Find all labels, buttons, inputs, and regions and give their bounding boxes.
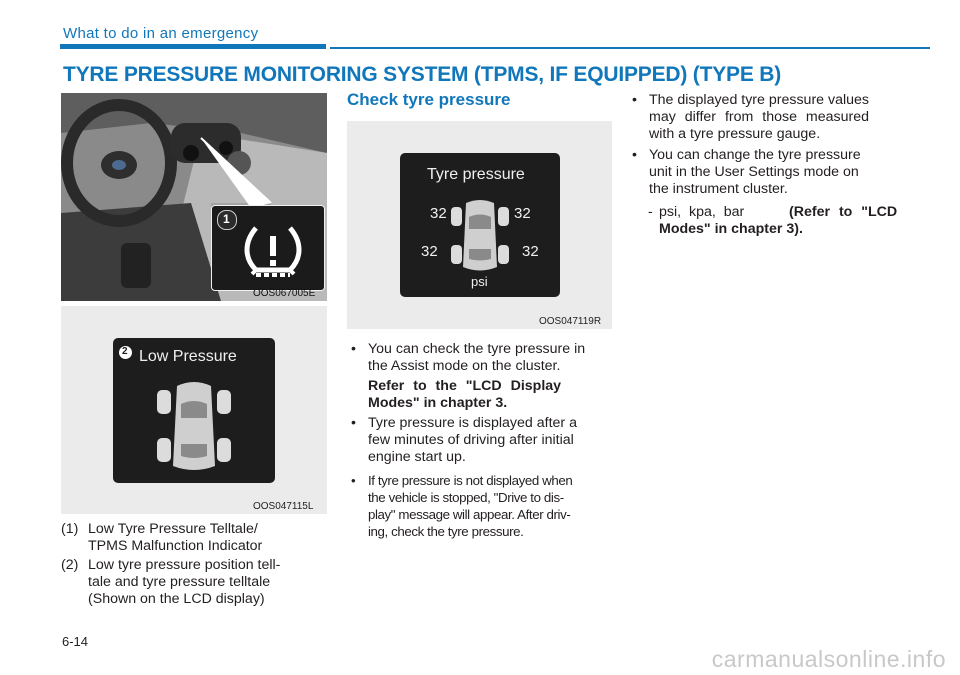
caption-text: (Shown on the LCD display) [88, 591, 265, 607]
caption-text: Low tyre pressure position tell- [88, 557, 281, 573]
bullet-text: engine start up. [368, 449, 466, 465]
car-topview-icon [153, 378, 235, 476]
screen-badge-number: 2 [122, 346, 128, 357]
caption-text: TPMS Malfunction Indicator [88, 538, 263, 554]
bullet-text: ing, check the tyre pressure. [368, 524, 524, 539]
bullet-text: The displayed tyre pressure values [649, 92, 870, 108]
list-item [351, 415, 613, 469]
caption-1 [61, 521, 331, 557]
lcd-screen [400, 153, 560, 297]
bullet-text: play" message will appear. After driv- [368, 507, 571, 522]
caption-number: (1) [61, 521, 79, 537]
dash: - [648, 204, 653, 220]
figure-code: OOS047115L [253, 501, 314, 512]
bullet: • [351, 473, 356, 488]
section-heading: Check tyre pressure [347, 90, 511, 109]
caption-2 [61, 557, 331, 611]
telltale-callout-box [211, 205, 325, 291]
figure-tyre-pressure [347, 121, 612, 329]
caption-number: (2) [61, 557, 79, 573]
bullet-text: few minutes of driving after initial [368, 432, 574, 448]
page-number: 6-14 [62, 634, 89, 649]
caption-text: tale and tyre pressure telltale [88, 574, 271, 590]
page-title: TYRE PRESSURE MONITORING SYSTEM (TPMS, IF EQUIPPED) (TYPE B) [63, 63, 782, 86]
bullet: • [351, 341, 356, 357]
figure-code: OOS047119R [539, 316, 602, 327]
car-topview-icon [449, 197, 511, 275]
lcd-screen [113, 338, 275, 483]
figure-code: OOS067005E [253, 288, 316, 299]
bullet-text: You can change the tyre pressure [649, 147, 861, 163]
screen-badge [119, 346, 132, 359]
bullet-text-bold: Refer to the "LCD Display [368, 378, 562, 394]
caption-text: Low Tyre Pressure Telltale/ [88, 521, 258, 537]
list-item [632, 147, 902, 201]
bullet-text: with a tyre pressure gauge. [649, 126, 821, 142]
header-rule-bold [60, 44, 326, 49]
bullet-text: If tyre pressure is not displayed when [368, 473, 573, 488]
pressure-unit: psi [471, 274, 488, 289]
bullet-text: the Assist mode on the cluster. [368, 358, 561, 374]
unit-options: psi, kpa, bar [659, 204, 745, 220]
section-header: What to do in an emergency [63, 25, 259, 42]
screen-title: Low Pressure [139, 348, 237, 365]
callout-number: 1 [223, 212, 230, 226]
screen-title: Tyre pressure [427, 166, 525, 183]
bullet: • [632, 92, 637, 108]
bullet-text: Tyre pressure is displayed after a [368, 415, 577, 431]
bullet-text: unit in the User Settings mode on [649, 164, 859, 180]
bullet-text: the vehicle is stopped, "Drive to dis- [368, 490, 564, 505]
pressure-rear-left: 32 [421, 243, 438, 260]
pressure-front-right: 32 [514, 205, 531, 222]
bullet: • [351, 415, 356, 431]
bullet-text: may differ from those measured [649, 109, 870, 125]
header-rule-thin [330, 47, 930, 49]
list-item [351, 341, 613, 411]
sub-list-item [648, 204, 908, 240]
figure-low-pressure [61, 306, 327, 514]
cross-reference: (Refer to "LCD [789, 204, 898, 220]
bullet-text: You can check the tyre pressure in [368, 341, 586, 357]
figure-interior [61, 93, 327, 301]
tpms-warning-icon [242, 218, 304, 280]
bullet-text-bold: Modes" in chapter 3. [368, 395, 508, 411]
pressure-front-left: 32 [430, 205, 447, 222]
watermark: carmanualsonline.info [711, 646, 946, 672]
list-item [351, 472, 613, 542]
list-item [632, 92, 902, 146]
cross-reference: Modes" in chapter 3). [659, 221, 803, 237]
pressure-rear-right: 32 [522, 243, 539, 260]
bullet-text: the instrument cluster. [649, 181, 788, 197]
callout-number-badge [217, 210, 237, 230]
bullet: • [632, 147, 637, 163]
